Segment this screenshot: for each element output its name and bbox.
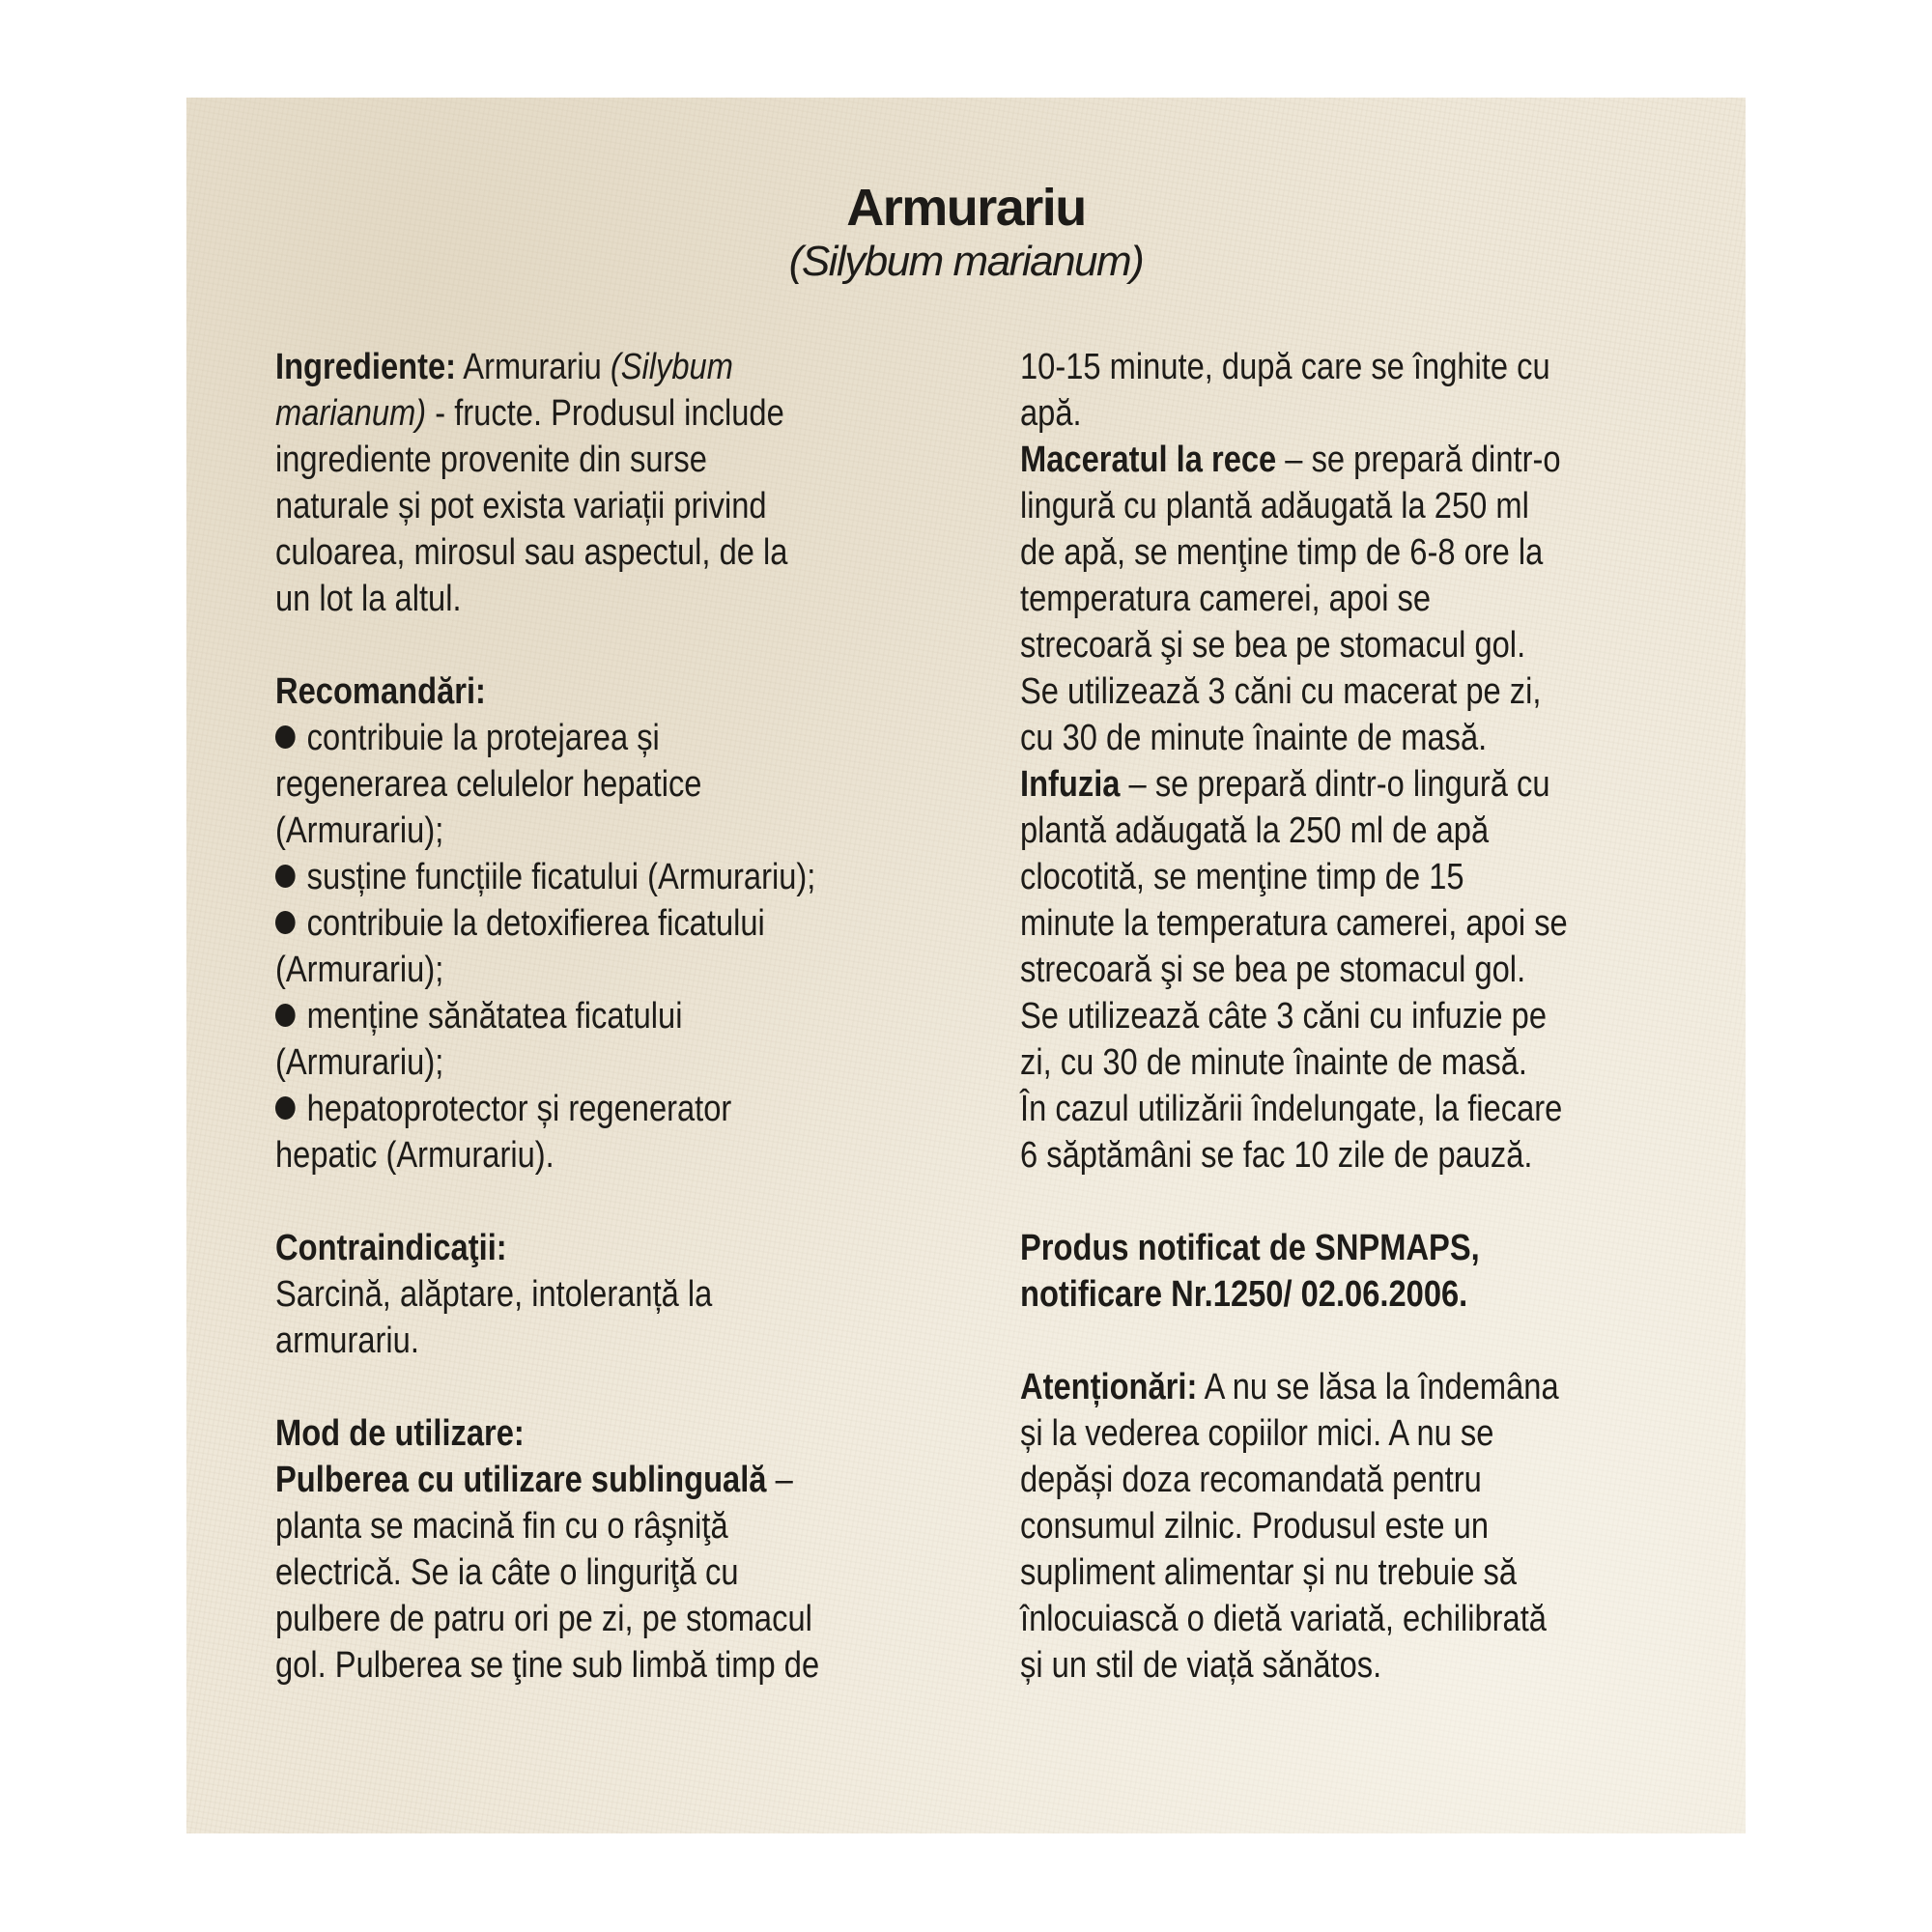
- ingredients-line: [275, 390, 840, 437]
- spacer: [275, 622, 932, 668]
- notification-text: Produs notificat de SNPMAPS,: [1020, 1228, 1480, 1268]
- warnings-first-line: [1020, 1364, 1602, 1410]
- ingredients-label: Ingrediente:: [275, 347, 457, 387]
- ingredients-line: [275, 576, 840, 622]
- ingredients-text: - fructe. Produsul include: [426, 393, 784, 434]
- ingredients-line: [275, 483, 840, 529]
- infusion-text: zi, cu 30 de minute înainte de masă.: [1020, 1042, 1528, 1083]
- recommendation-item: [275, 993, 840, 1039]
- warnings-text: supliment alimentar și nu trebuie să: [1020, 1552, 1518, 1593]
- warnings-text: înlocuiască o dietă variată, echilibrată: [1020, 1599, 1547, 1639]
- contraindications-section: [275, 1225, 932, 1364]
- recommendation-text: (Armurariu);: [275, 950, 444, 990]
- ingredients-text: ingrediente provenite din surse: [275, 440, 707, 480]
- recommendation-text: menține sănătatea ficatului: [306, 996, 683, 1037]
- usage-heading: Mod de utilizare:: [275, 1413, 525, 1454]
- warnings-label: Atenționări:: [1020, 1367, 1198, 1407]
- recommendation-text: hepatic (Armurariu).: [275, 1135, 554, 1176]
- ingredients-text: culoarea, mirosul sau aspectul, de la: [275, 532, 788, 573]
- maceration-text: cu 30 de minute înainte de masă.: [1020, 718, 1488, 758]
- recommendation-text: hepatoprotector și regenerator: [306, 1089, 732, 1129]
- bullet-icon: [275, 865, 296, 888]
- product-latin-name: (Silybum marianum): [788, 238, 1144, 285]
- cold-maceration-section: [1020, 437, 1696, 761]
- maceration-text: Se utilizează 3 căni cu macerat pe zi,: [1020, 671, 1542, 712]
- bullet-icon: [275, 1004, 296, 1027]
- contraindications-heading: Contraindicaţii:: [275, 1228, 507, 1268]
- infusion-text: În cazul utilizării îndelungate, la fiecare: [1020, 1089, 1563, 1129]
- warnings-text: și la vederea copiilor mici. A nu se: [1020, 1413, 1494, 1454]
- recommendation-text: (Armurariu);: [275, 1042, 444, 1083]
- usage-text: planta se macină fin cu o râşniţă: [275, 1506, 728, 1547]
- usage-text: electrică. Se ia câte o linguriţă cu: [275, 1552, 739, 1593]
- recommendation-text: (Armurariu);: [275, 810, 444, 851]
- usage-powder-label: Pulberea cu utilizare sublinguală: [275, 1460, 767, 1500]
- warnings-text: A nu se lăsa la îndemâna: [1197, 1367, 1559, 1407]
- recommendation-text: contribuie la protejarea și: [306, 718, 660, 758]
- infusion-text: 6 săptămâni se fac 10 zile de pauză.: [1020, 1135, 1533, 1176]
- infusion-text: strecoară şi se bea pe stomacul gol.: [1020, 950, 1526, 990]
- recommendation-continuation: [275, 1132, 840, 1179]
- recommendation-text: contribuie la detoxifierea ficatului: [306, 903, 765, 944]
- recommendation-continuation: [275, 1039, 840, 1086]
- warnings-text: consumul zilnic. Produsul este un: [1020, 1506, 1489, 1547]
- recommendation-item: [275, 715, 840, 761]
- maceration-text: de apă, se menţine timp de 6-8 ore la: [1020, 532, 1544, 573]
- recommendation-item: [275, 1086, 840, 1132]
- latin-name-text: marianum): [275, 393, 427, 434]
- maceration-first-line: [1020, 437, 1602, 483]
- contraindications-text: Sarcină, alăptare, intoleranță la: [275, 1274, 713, 1315]
- usage-continuation-text: apă.: [1020, 393, 1082, 434]
- usage-powder-dash: –: [766, 1460, 793, 1500]
- left-column: [275, 344, 932, 1689]
- ingredients-section: [275, 344, 932, 622]
- bullet-icon: [275, 911, 296, 934]
- bullet-icon: [275, 725, 296, 749]
- maceration-text: – se prepară dintr-o: [1276, 440, 1561, 480]
- recommendation-continuation: [275, 761, 840, 808]
- recommendation-item: [275, 854, 840, 900]
- latin-name-text: (Silybum: [610, 347, 733, 387]
- ingredients-text: naturale și pot exista variații privind: [275, 486, 767, 526]
- spacer: [1020, 1318, 1696, 1364]
- ingredients-text: Armurariu: [456, 347, 611, 387]
- maceration-text: lingură cu plantă adăugată la 250 ml: [1020, 486, 1529, 526]
- label-panel: [186, 98, 1746, 1833]
- maceration-text: strecoară şi se bea pe stomacul gol.: [1020, 625, 1526, 666]
- usage-continuation-text: 10-15 minute, după care se înghite cu: [1020, 347, 1550, 387]
- infusion-section: [1020, 761, 1696, 1179]
- usage-text: pulbere de patru ori pe zi, pe stomacul: [275, 1599, 812, 1639]
- recommendation-text: susține funcțiile ficatului (Armurariu);: [306, 857, 816, 897]
- ingredients-line: [275, 529, 840, 576]
- recommendation-continuation: [275, 808, 840, 854]
- notification-section: [1020, 1225, 1696, 1318]
- notification-text: notificare Nr.1250/ 02.06.2006.: [1020, 1274, 1468, 1315]
- usage-text: gol. Pulberea se ţine sub limbă timp de: [275, 1645, 820, 1686]
- bullet-icon: [275, 1096, 296, 1120]
- usage-section: [275, 1410, 932, 1689]
- infusion-text: minute la temperatura camerei, apoi se: [1020, 903, 1568, 944]
- infusion-text: clocotită, se menţine timp de 15: [1020, 857, 1464, 897]
- warnings-text: și un stil de viață sănătos.: [1020, 1645, 1382, 1686]
- spacer: [275, 1179, 932, 1225]
- warnings-section: [1020, 1364, 1696, 1689]
- usage-powder-line: [275, 1457, 840, 1503]
- recommendations-section: [275, 668, 932, 1179]
- infusion-text: Se utilizează câte 3 căni cu infuzie pe: [1020, 996, 1547, 1037]
- maceration-label: Maceratul la rece: [1020, 440, 1277, 480]
- infusion-first-line: [1020, 761, 1602, 808]
- recommendation-continuation: [275, 947, 840, 993]
- ingredients-text: un lot la altul.: [275, 579, 462, 619]
- recommendations-heading: Recomandări:: [275, 671, 486, 712]
- recommendation-text: regenerarea celulelor hepatice: [275, 764, 702, 805]
- infusion-text: – se prepară dintr-o lingură cu: [1120, 764, 1550, 805]
- spacer: [275, 1364, 932, 1410]
- infusion-text: plantă adăugată la 250 ml de apă: [1020, 810, 1490, 851]
- product-title: Armurariu: [846, 179, 1086, 237]
- ingredients-line: [275, 437, 840, 483]
- recommendation-item: [275, 900, 840, 947]
- warnings-text: depăși doza recomandată pentru: [1020, 1460, 1482, 1500]
- right-column: [1020, 344, 1696, 1689]
- infusion-label: Infuzia: [1020, 764, 1121, 805]
- spacer: [1020, 1179, 1696, 1225]
- contraindications-text: armurariu.: [275, 1321, 419, 1361]
- ingredients-line: [275, 344, 840, 390]
- maceration-text: temperatura camerei, apoi se: [1020, 579, 1432, 619]
